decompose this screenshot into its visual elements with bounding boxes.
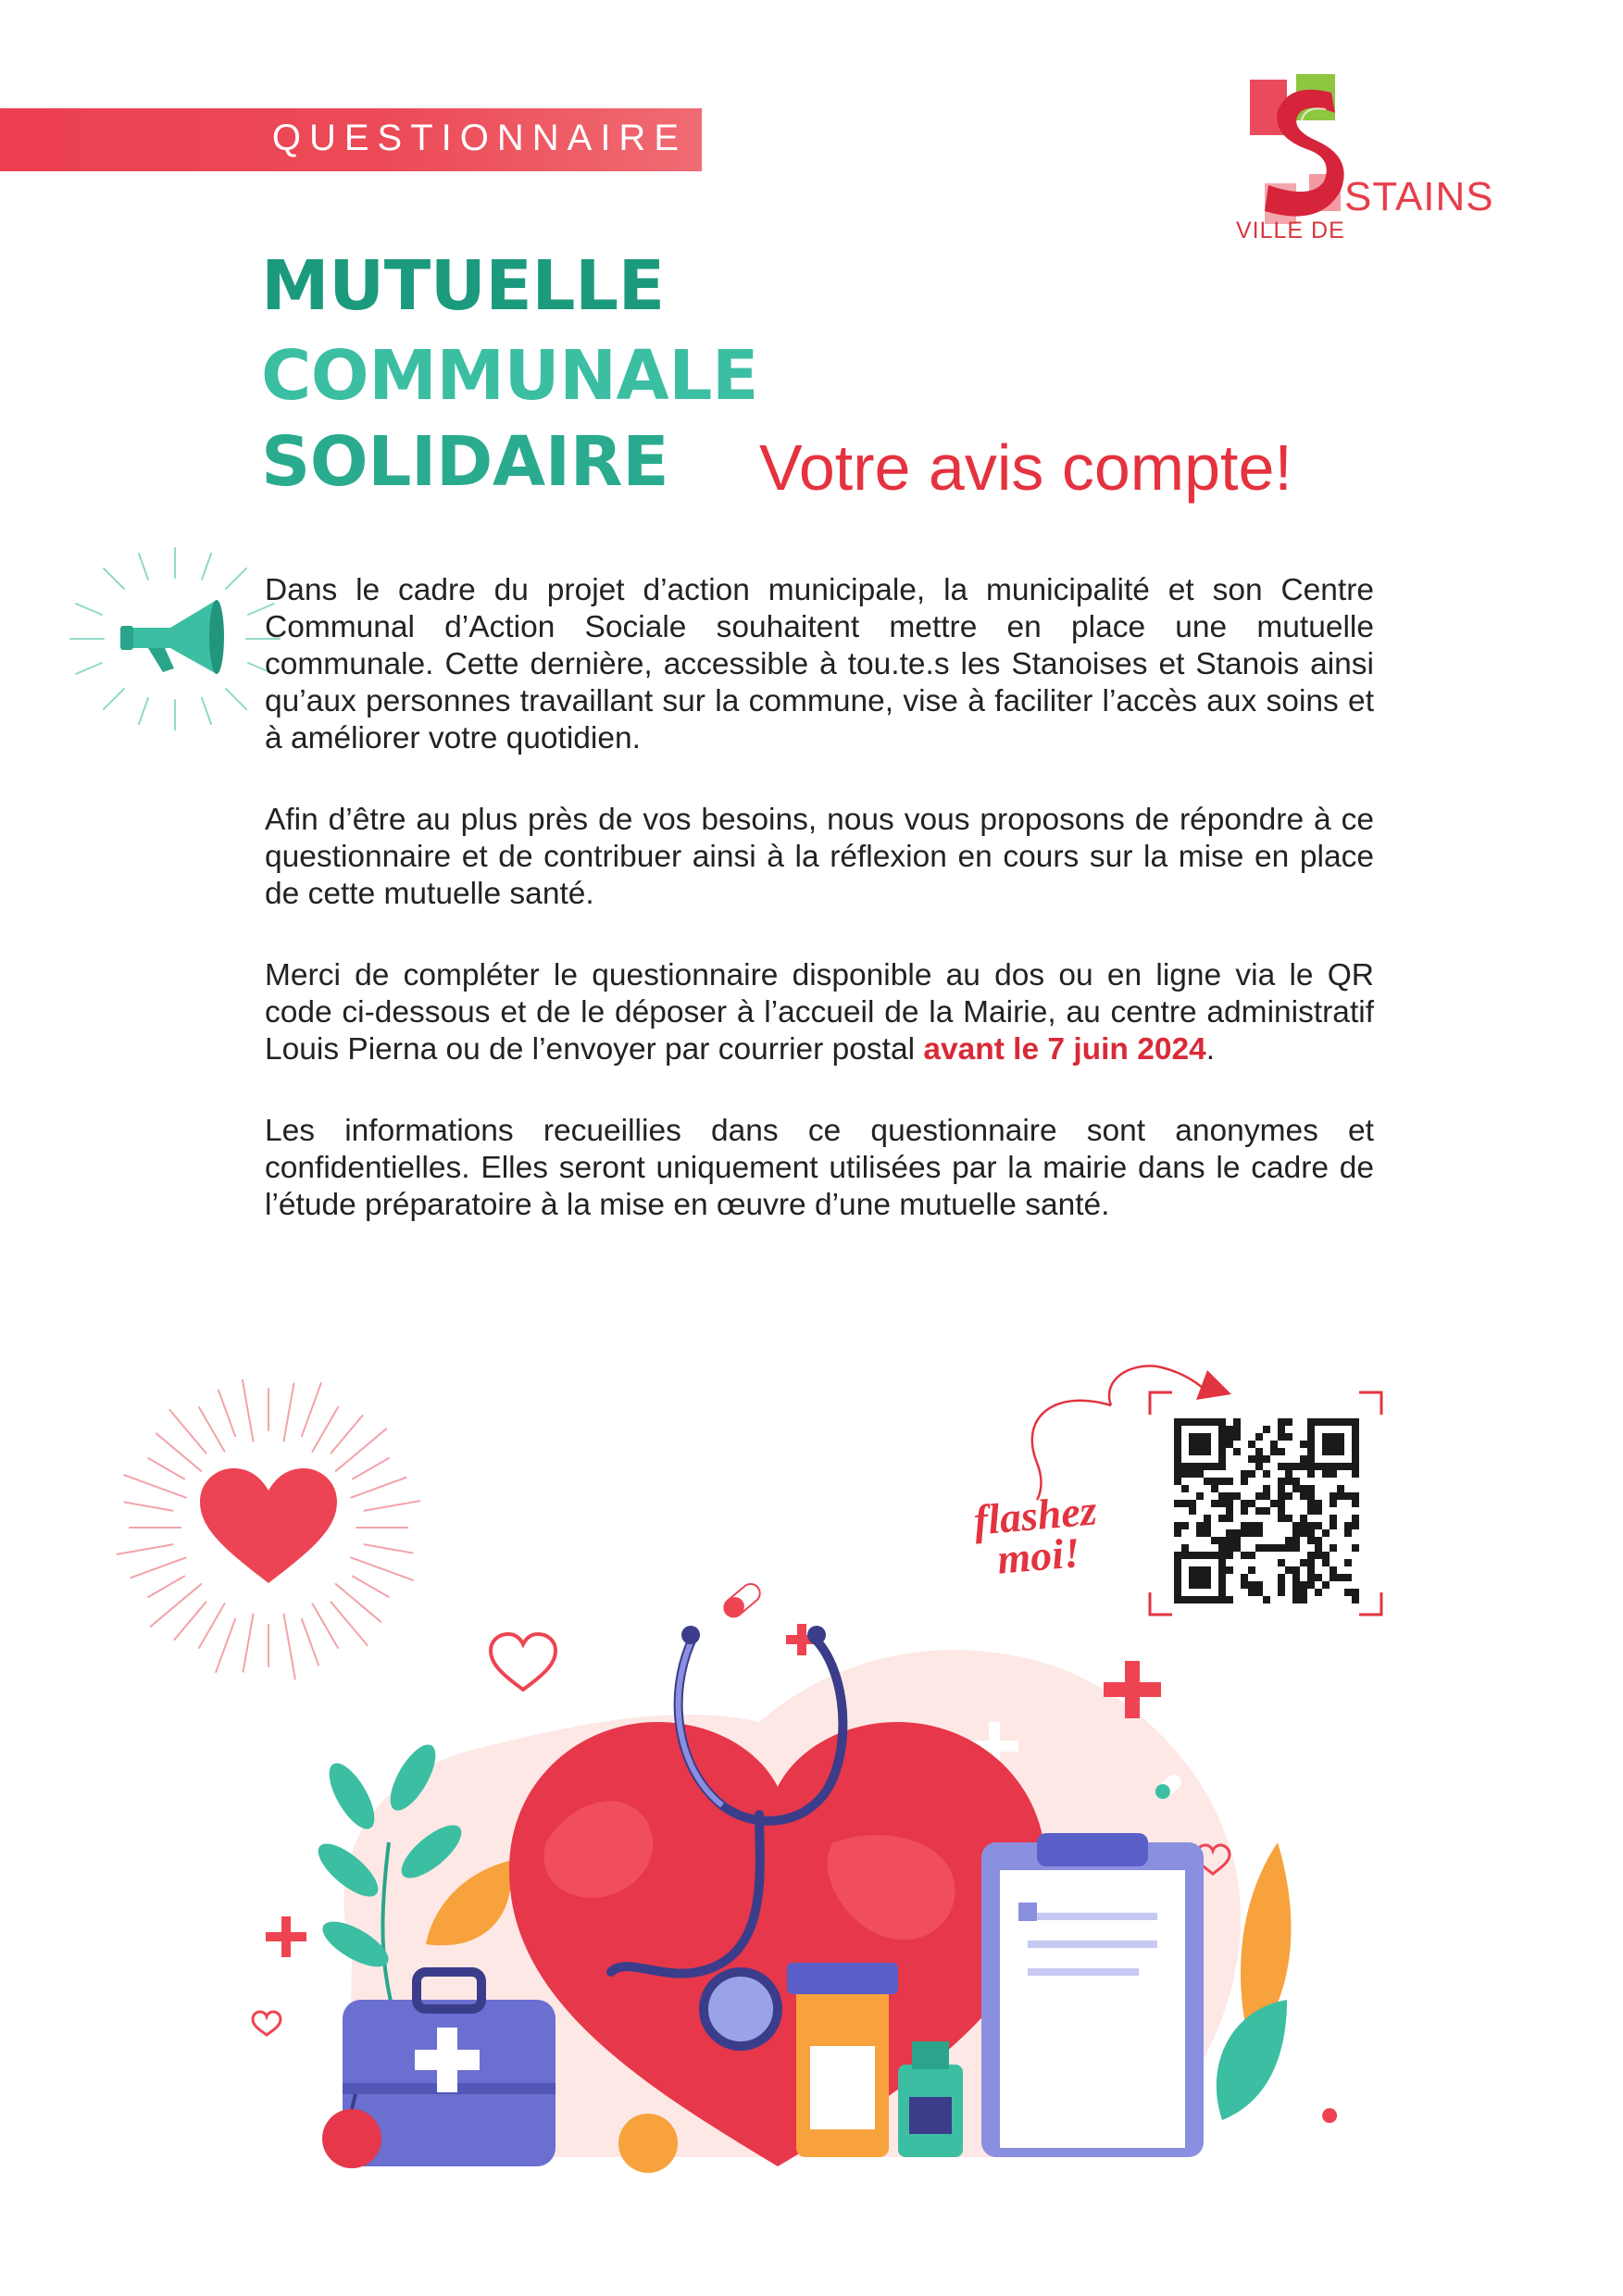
megaphone-icon — [59, 537, 291, 741]
qr-module — [1248, 1455, 1255, 1463]
burst-ray — [124, 1475, 186, 1497]
qr-module — [1330, 1492, 1337, 1500]
qr-module — [1233, 1418, 1241, 1426]
burst-ray — [351, 1478, 406, 1498]
qr-module — [1285, 1478, 1292, 1485]
qr-module — [1181, 1544, 1189, 1552]
qr-module — [1352, 1463, 1359, 1470]
qr-module — [1255, 1492, 1263, 1500]
qr-module — [1181, 1470, 1189, 1478]
qr-module — [1307, 1426, 1315, 1433]
qr-module — [1315, 1522, 1322, 1529]
qr-module — [1263, 1485, 1270, 1492]
qr-module — [1204, 1463, 1211, 1470]
paragraph-purpose: Afin d’être au plus près de vos besoins, nous vous proposons de répondre à ce questionnaire et de contribuer ainsi à la réflexion en cours sur la mise en place de cette mutuelle santé. — [265, 803, 1374, 911]
qr-module — [1352, 1515, 1359, 1522]
qr-module — [1174, 1433, 1181, 1441]
body-text — [265, 572, 1374, 1268]
qr-module — [1352, 1433, 1359, 1441]
qr-module — [1204, 1418, 1211, 1426]
qr-module — [1218, 1463, 1226, 1470]
qr-module — [1278, 1507, 1285, 1515]
qr-module — [1218, 1500, 1226, 1507]
qr-module — [1174, 1552, 1181, 1559]
qr-module — [1226, 1492, 1233, 1500]
qr-module — [1330, 1500, 1337, 1507]
qr-module — [1278, 1544, 1285, 1552]
qr-module — [1263, 1470, 1270, 1478]
burst-ray — [118, 1544, 173, 1554]
qr-module — [1218, 1478, 1226, 1485]
qr-module — [1307, 1492, 1315, 1500]
qr-module — [1248, 1470, 1255, 1478]
qr-module — [1278, 1492, 1285, 1500]
qr-module — [1344, 1522, 1352, 1529]
qr-module — [1189, 1463, 1196, 1470]
qr-module — [1218, 1455, 1226, 1463]
qr-module — [1204, 1529, 1211, 1537]
qr-module — [1322, 1433, 1330, 1441]
qr-module — [1218, 1552, 1226, 1559]
qr-module — [1344, 1418, 1352, 1426]
qr-module — [1337, 1485, 1344, 1492]
qr-module — [1174, 1470, 1181, 1478]
qr-module — [1352, 1500, 1359, 1507]
qr-module — [1189, 1448, 1196, 1455]
qr-module — [1344, 1492, 1352, 1500]
qr-module — [1181, 1485, 1189, 1492]
qr-module — [1218, 1537, 1226, 1544]
qr-module — [1196, 1463, 1204, 1470]
qr-module — [1307, 1470, 1315, 1478]
qr-module — [1330, 1544, 1337, 1552]
qr-module — [1226, 1537, 1233, 1544]
qr-module — [1204, 1515, 1211, 1522]
qr-module — [1278, 1485, 1285, 1492]
title-line-3: SOLIDAIRE — [261, 422, 669, 502]
qr-module — [1278, 1418, 1285, 1426]
qr-module — [1255, 1455, 1263, 1463]
qr-module — [1196, 1522, 1204, 1529]
qr-module — [1278, 1463, 1285, 1470]
qr-module — [1204, 1478, 1211, 1485]
qr-module — [1285, 1470, 1292, 1478]
qr-module — [1181, 1552, 1189, 1559]
qr-module — [1292, 1485, 1300, 1492]
qr-module — [1248, 1522, 1255, 1529]
qr-module — [1196, 1552, 1204, 1559]
qr-module — [1226, 1426, 1233, 1433]
qr-module — [1174, 1418, 1181, 1426]
qr-module — [1307, 1507, 1315, 1515]
qr-module — [1337, 1418, 1344, 1426]
qr-module — [1292, 1478, 1300, 1485]
qr-module — [1285, 1492, 1292, 1500]
qr-module — [1226, 1507, 1233, 1515]
qr-module — [1255, 1463, 1263, 1470]
qr-module — [1300, 1522, 1307, 1529]
qr-module — [1204, 1448, 1211, 1455]
qr-module — [1307, 1529, 1315, 1537]
qr-module — [1307, 1522, 1315, 1529]
qr-module — [1285, 1463, 1292, 1470]
qr-module — [1226, 1500, 1233, 1507]
qr-module — [1248, 1529, 1255, 1537]
qr-module — [1352, 1441, 1359, 1448]
qr-module — [1174, 1500, 1181, 1507]
qr-module — [1285, 1433, 1292, 1441]
qr-module — [1189, 1418, 1196, 1426]
qr-module — [1211, 1478, 1218, 1485]
qr-module — [1292, 1463, 1300, 1470]
title-line-1: MUTUELLE — [261, 246, 665, 326]
qr-module — [1322, 1529, 1330, 1537]
qr-module — [1322, 1470, 1330, 1478]
qr-module — [1322, 1552, 1330, 1559]
qr-module — [1307, 1441, 1315, 1448]
qr-module — [1285, 1418, 1292, 1426]
qr-module — [1196, 1529, 1204, 1537]
burst-ray — [148, 1458, 184, 1479]
qr-module — [1255, 1433, 1263, 1441]
qr-module — [1315, 1537, 1322, 1544]
qr-module — [1322, 1418, 1330, 1426]
qr-module — [1218, 1448, 1226, 1455]
qr-module — [1330, 1441, 1337, 1448]
qr-module — [1255, 1448, 1263, 1455]
qr-module — [1352, 1492, 1359, 1500]
qr-module — [1196, 1448, 1204, 1455]
banner-label: QUESTIONNAIRE — [271, 118, 687, 158]
qr-module — [1233, 1529, 1241, 1537]
qr-module — [1315, 1552, 1322, 1559]
qr-module — [1226, 1515, 1233, 1522]
qr-module — [1330, 1433, 1337, 1441]
logo-prefix: VILLE DE — [1236, 218, 1345, 243]
qr-module — [1204, 1433, 1211, 1441]
qr-module — [1218, 1515, 1226, 1522]
qr-module — [1233, 1448, 1241, 1455]
burst-ray — [353, 1458, 389, 1479]
qr-module — [1196, 1433, 1204, 1441]
burst-ray — [364, 1501, 419, 1511]
qr-module — [1233, 1537, 1241, 1544]
qr-module — [1352, 1455, 1359, 1463]
qr-module — [1315, 1463, 1322, 1470]
qr-module — [1307, 1418, 1315, 1426]
qr-module — [1233, 1544, 1241, 1552]
qr-module — [1211, 1463, 1218, 1470]
qr-module — [1315, 1544, 1322, 1552]
questionnaire-banner — [0, 108, 702, 171]
qr-module — [1174, 1522, 1181, 1529]
qr-module — [1189, 1500, 1196, 1507]
qr-module — [1226, 1478, 1233, 1485]
qr-module — [1300, 1529, 1307, 1537]
qr-module — [1330, 1418, 1337, 1426]
qr-module — [1255, 1544, 1263, 1552]
qr-module — [1189, 1470, 1196, 1478]
qr-module — [1226, 1441, 1233, 1448]
burst-ray — [242, 1379, 253, 1441]
qr-module — [1292, 1537, 1300, 1544]
qr-module — [1307, 1455, 1315, 1463]
qr-module — [1248, 1552, 1255, 1559]
qr-module — [1174, 1426, 1181, 1433]
qr-module — [1196, 1441, 1204, 1448]
qr-module — [1352, 1522, 1359, 1529]
qr-module — [1218, 1433, 1226, 1441]
qr-module — [1315, 1500, 1322, 1507]
burst-ray — [124, 1503, 172, 1511]
qr-module — [1189, 1441, 1196, 1448]
qr-module — [1233, 1492, 1241, 1500]
qr-module — [1248, 1441, 1255, 1448]
qr-module — [1344, 1463, 1352, 1470]
qr-module — [1226, 1544, 1233, 1552]
qr-module — [1181, 1500, 1189, 1507]
qr-module — [1300, 1515, 1307, 1522]
burst-ray — [174, 1602, 206, 1640]
qr-module — [1255, 1507, 1263, 1515]
qr-module — [1352, 1544, 1359, 1552]
burst-ray — [131, 1557, 186, 1578]
qr-module — [1174, 1448, 1181, 1455]
qr-module — [1307, 1485, 1315, 1492]
title-line-2: COMMUNALE — [261, 336, 758, 416]
qr-module — [1278, 1448, 1285, 1455]
qr-module — [1174, 1463, 1181, 1470]
qr-module — [1263, 1455, 1270, 1463]
qr-module — [1337, 1433, 1344, 1441]
qr-module — [1307, 1537, 1315, 1544]
qr-module — [1322, 1463, 1330, 1470]
qr-module — [1337, 1463, 1344, 1470]
qr-module — [1285, 1544, 1292, 1552]
qr-module — [1174, 1478, 1181, 1485]
qr-module — [1241, 1522, 1248, 1529]
qr-module — [1255, 1529, 1263, 1537]
qr-module — [1226, 1529, 1233, 1537]
qr-module — [1241, 1507, 1248, 1515]
qr-module — [1292, 1529, 1300, 1537]
qr-module — [1307, 1433, 1315, 1441]
qr-module — [1241, 1470, 1248, 1478]
qr-module — [1211, 1418, 1218, 1426]
burst-ray — [218, 1391, 235, 1437]
qr-module — [1270, 1448, 1278, 1455]
qr-module — [1300, 1492, 1307, 1500]
qr-module — [1300, 1485, 1307, 1492]
qr-module — [1196, 1418, 1204, 1426]
qr-module — [1196, 1470, 1204, 1478]
burst-ray — [283, 1383, 293, 1441]
qr-module — [1352, 1418, 1359, 1426]
logo-name: STAINS — [1344, 174, 1494, 219]
qr-module — [1307, 1463, 1315, 1470]
qr-module — [1255, 1522, 1263, 1529]
qr-module — [1218, 1426, 1226, 1433]
burst-ray — [216, 1619, 235, 1672]
qr-module — [1233, 1426, 1241, 1433]
qr-module — [1174, 1441, 1181, 1448]
qr-module — [1248, 1500, 1255, 1507]
instructions-end: . — [1205, 1032, 1216, 1067]
qr-module — [1344, 1529, 1352, 1537]
paragraph-privacy: Les informations recueillies dans ce questionnaire sont anonymes et confidentielles. Elles seront uniquement utilisées par la mairie dans le cadre de l’étude préparatoire à la mise en œuvre d’une mutuelle santé. — [265, 1114, 1374, 1222]
qr-module — [1174, 1455, 1181, 1463]
qr-module — [1278, 1433, 1285, 1441]
qr-module — [1241, 1500, 1248, 1507]
burst-ray — [169, 1410, 206, 1454]
instructions-text: Merci de compléter le questionnaire disponible au dos ou en ligne via le QR code ci-dessous et de le déposer à l’accueil de la Mairie, au centre administratif Louis Pierna ou de l’envoyer par courrier postal — [265, 958, 1374, 1067]
qr-module — [1352, 1470, 1359, 1478]
qr-module — [1307, 1448, 1315, 1455]
qr-module — [1263, 1492, 1270, 1500]
qr-module — [1204, 1441, 1211, 1448]
qr-module — [1204, 1552, 1211, 1559]
qr-module — [1204, 1522, 1211, 1529]
qr-module — [1241, 1529, 1248, 1537]
qr-module — [1330, 1522, 1337, 1529]
qr-module — [1337, 1492, 1344, 1500]
qr-module — [1196, 1492, 1204, 1500]
qr-module — [1211, 1485, 1218, 1492]
qr-module — [1189, 1507, 1196, 1515]
qr-module — [1233, 1433, 1241, 1441]
burst-ray — [302, 1383, 321, 1436]
qr-module — [1189, 1433, 1196, 1441]
qr-module — [1300, 1441, 1307, 1448]
qr-module — [1337, 1441, 1344, 1448]
qr-module — [1322, 1441, 1330, 1448]
qr-module — [1300, 1463, 1307, 1470]
qr-module — [1292, 1522, 1300, 1529]
qr-module — [1211, 1500, 1218, 1507]
qr-module — [1189, 1552, 1196, 1559]
qr-module — [1263, 1426, 1270, 1433]
qr-module — [1263, 1507, 1270, 1515]
qr-module — [1263, 1544, 1270, 1552]
qr-module — [1218, 1544, 1226, 1552]
qr-module — [1307, 1500, 1315, 1507]
burst-ray — [313, 1407, 339, 1452]
qr-module — [1352, 1426, 1359, 1433]
qr-module — [1278, 1500, 1285, 1507]
qr-module — [1352, 1448, 1359, 1455]
qr-module — [1337, 1448, 1344, 1455]
burst-ray — [364, 1544, 412, 1553]
tagline: Votre avis compte! — [759, 431, 1292, 504]
qr-module — [1292, 1544, 1300, 1552]
qr-module — [1300, 1455, 1307, 1463]
burst-ray — [199, 1407, 225, 1452]
qr-module — [1270, 1441, 1278, 1448]
burst-ray — [148, 1577, 184, 1598]
qr-module — [1226, 1433, 1233, 1441]
qr-module — [1226, 1552, 1233, 1559]
qr-module — [1211, 1537, 1218, 1544]
qr-module — [1278, 1426, 1285, 1433]
qr-module — [1285, 1515, 1292, 1522]
qr-module — [1174, 1529, 1181, 1537]
qr-module — [1270, 1500, 1278, 1507]
qr-module — [1330, 1515, 1337, 1522]
qr-module — [1330, 1470, 1337, 1478]
qr-module — [1315, 1418, 1322, 1426]
burst-ray — [199, 1603, 225, 1648]
paragraph-instructions — [265, 957, 1374, 1068]
qr-module — [1307, 1552, 1315, 1559]
qr-module — [1315, 1507, 1322, 1515]
qr-module — [1181, 1522, 1189, 1529]
qr-module — [1278, 1515, 1285, 1522]
medical-illustration — [241, 1565, 1370, 2259]
qr-module — [1270, 1544, 1278, 1552]
qr-module — [1330, 1448, 1337, 1455]
qr-module — [1241, 1478, 1248, 1485]
paragraph-intro: Dans le cadre du projet d’action municipale, la municipalité et son Centre Communal d’Action Sociale souhaitent mettre en place une mutuelle communale. Cette dernière, accessible à tou.te.s les Stanoises et Stanois ainsi qu’aux personnes travaillant sur la commune, vise à faciliter l’accès aux soins et à améliorer votre quotidien. — [265, 573, 1374, 755]
qr-module — [1322, 1448, 1330, 1455]
qr-module — [1241, 1552, 1248, 1559]
qr-module — [1218, 1418, 1226, 1426]
qr-module — [1218, 1441, 1226, 1448]
qr-module — [1278, 1478, 1285, 1485]
burst-ray — [331, 1416, 362, 1454]
qr-module — [1181, 1418, 1189, 1426]
qr-module — [1330, 1463, 1337, 1470]
flashez-line-2: moi! — [995, 1529, 1082, 1583]
deadline: avant le 7 juin 2024 — [923, 1032, 1206, 1067]
qr-module — [1181, 1463, 1189, 1470]
qr-module — [1285, 1537, 1292, 1544]
flashez-line-1: flashez — [971, 1486, 1099, 1544]
qr-module — [1218, 1492, 1226, 1500]
qr-module — [1211, 1552, 1218, 1559]
